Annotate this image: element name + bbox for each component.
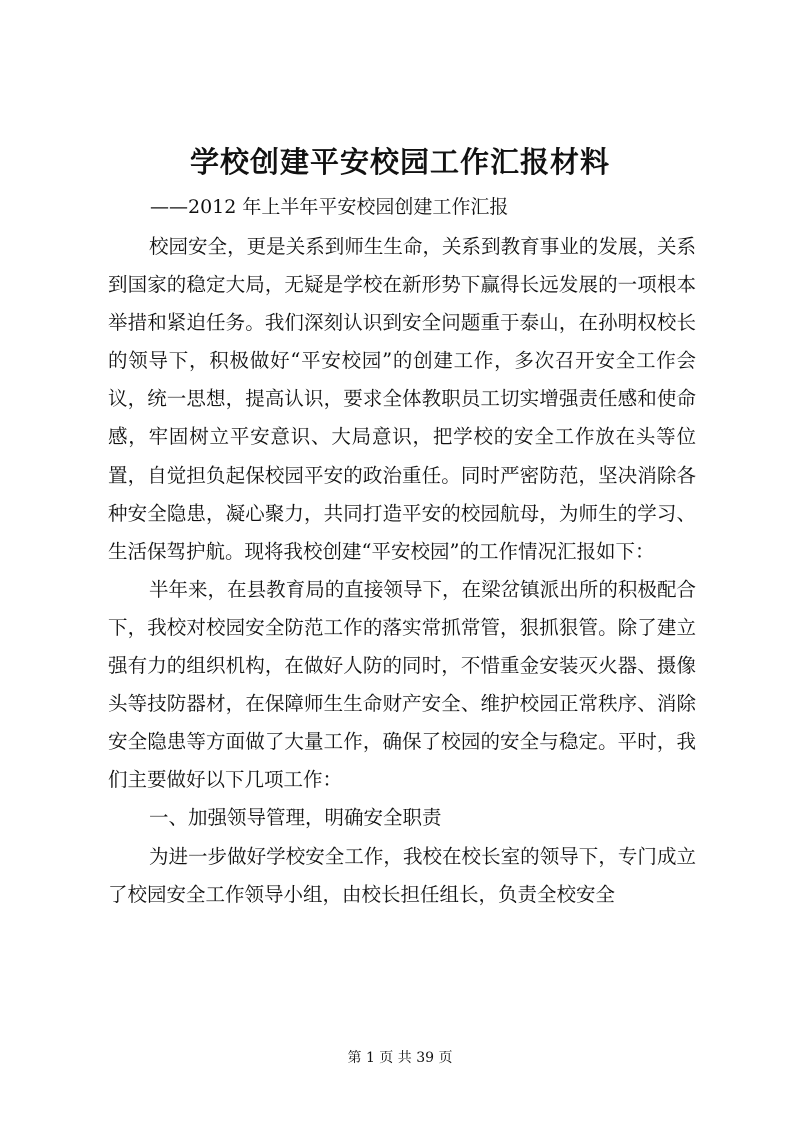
page-number: 第 1 页 共 39 页: [347, 1050, 453, 1066]
paragraph-section-one: 为进一步做好学校安全工作，我校在校长室的领导下，专门成立了校园安全工作领导小组，由校长担任组长，负责全校安全: [108, 844, 696, 906]
paragraph-intro: 校园安全，更是关系到师生生命，关系到教育事业的发展，关系到国家的稳定大局，无疑是学校在新形势下赢得长远发展的一项根本举措和紧迫任务。我们深刻认识到安全问题重于泰山，在孙明权校长的领导下，积极做好“平安校园”的创建工作，多次召开安全工作会议，统一思想，提高认识，要求全体教职员工切实增强责任感和使命感，牢固树立平安意识、大局意识，把学校的安全工作放在头等位置，自觉担负起保校园平安的政治重任。同时严密防范，坚决消除各种安全隐患，凝心聚力，共同打造平安的校园航母，为师生的学习、生活保驾护航。现将我校创建“平安校园”的工作情况汇报如下：: [108, 235, 696, 563]
document-title: 学校创建平安校园工作汇报材料: [189, 145, 610, 179]
paragraph-overview: 半年来，在县教育局的直接领导下，在梁岔镇派出所的积极配合下，我校对校园安全防范工作的落实常抓常管，狠抓狠管。除了建立强有力的组织机构，在做好人防的同时，不惜重金安装灭火器、摄像头等技防器材，在保障师生生命财产安全、维护校园正常秩序、消除安全隐患等方面做了大量工作，确保了校园的安全与稳定。平时，我们主要做好以下几项工作：: [108, 577, 696, 792]
section-heading: 一、加强领导管理，明确安全职责: [148, 806, 442, 830]
document-subtitle: ——2012 年上半年平安校园创建工作汇报: [150, 196, 509, 218]
document-body: [108, 228, 696, 914]
